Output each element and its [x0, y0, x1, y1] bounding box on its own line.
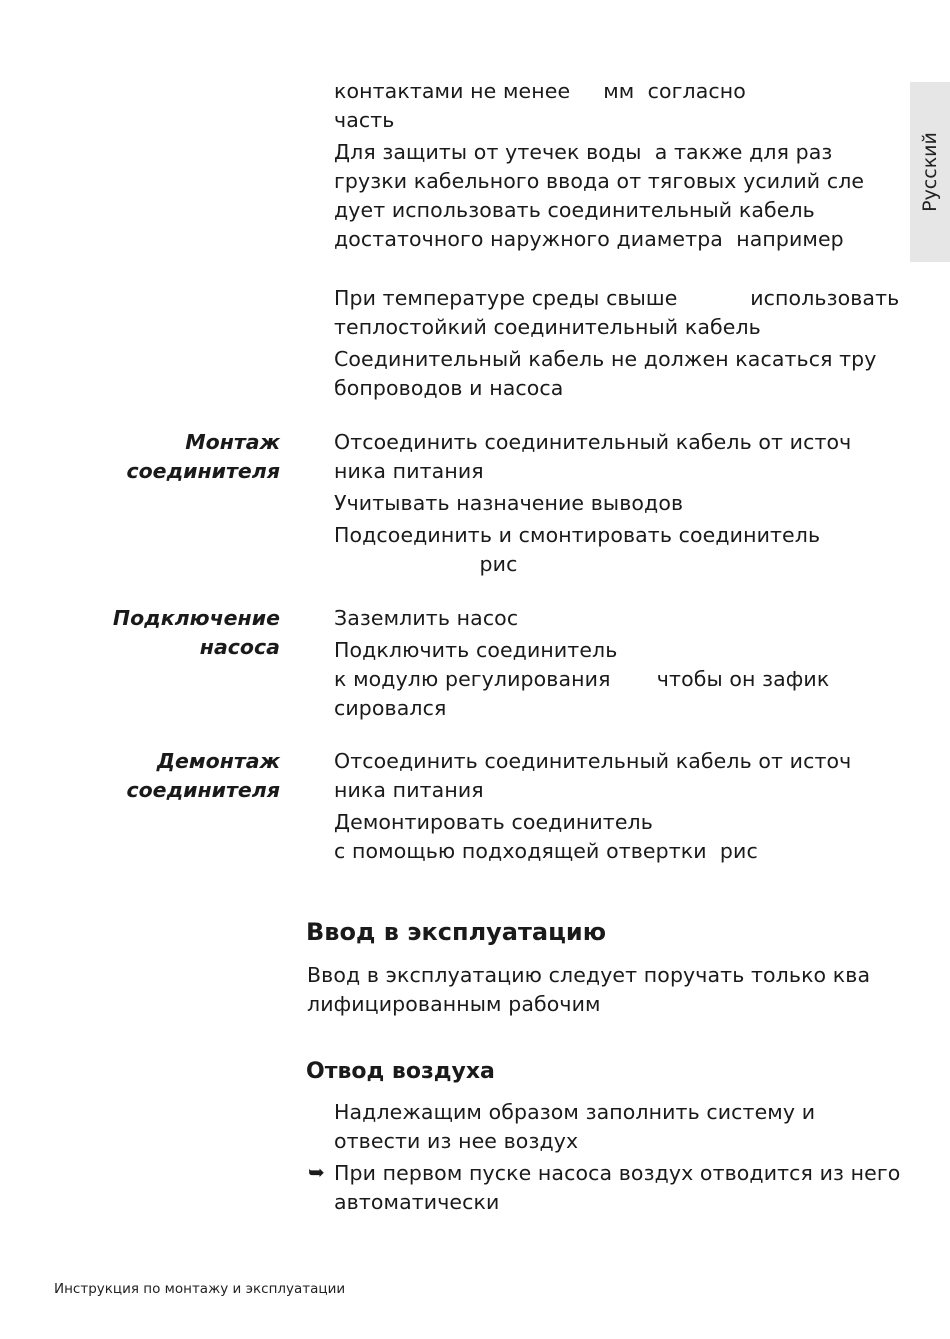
text-line: ника питания: [334, 778, 484, 802]
side-heading-connect: Подключение: [112, 606, 280, 630]
text-line: При первом пуске насоса воздух отводится из него: [334, 1161, 901, 1185]
side-heading-connect: насоса: [199, 635, 280, 659]
page-footer: Инструкция по монтажу и эксплуатации: [54, 1281, 346, 1297]
text-line: отвести из нее воздух: [334, 1129, 579, 1153]
text-line: теплостойкий соединительный кабель: [334, 315, 761, 339]
side-heading-mount: соединителя: [126, 459, 280, 483]
side-heading-dismount: Демонтаж: [156, 749, 280, 773]
text-line: сировался: [334, 696, 447, 720]
side-heading-mount: Монтаж: [185, 430, 280, 454]
text-line: При температуре среды свыше использовать: [334, 286, 900, 310]
text-line: ника питания: [334, 459, 484, 483]
section-heading-commissioning: Ввод в эксплуатацию: [306, 918, 607, 946]
text-line: рис: [334, 552, 518, 576]
text-line: достаточного наружного диаметра например: [334, 227, 844, 251]
side-heading-dismount: соединителя: [126, 778, 280, 802]
text-line: Для защиты от утечек воды а также для раз: [334, 140, 833, 164]
text-line: Демонтировать соединитель: [334, 810, 653, 834]
text-line: к модулю регулирования чтобы он зафик: [334, 667, 830, 691]
text-line: Подключить соединитель: [334, 638, 618, 662]
text-line: Подсоединить и смонтировать соединитель: [334, 523, 821, 547]
text-line: Соединительный кабель не должен касаться тру: [334, 347, 877, 371]
section-heading-venting: Отвод воздуха: [306, 1059, 495, 1084]
text-line: грузки кабельного ввода от тяговых усилий сле: [334, 169, 865, 193]
text-line: Надлежащим образом заполнить систему и: [334, 1100, 816, 1124]
text-line: Заземлить насос: [334, 606, 519, 630]
text-line: автоматически: [334, 1190, 500, 1214]
text-line: контактами не менее мм согласно: [334, 79, 746, 103]
language-tab: [910, 82, 950, 262]
text-line: Ввод в эксплуатацию следует поручать только ква: [307, 963, 871, 987]
text-line: лифицированным рабочим: [307, 992, 601, 1016]
result-arrow-icon: ➥: [308, 1160, 325, 1184]
text-line: Отсоединить соединительный кабель от источ: [334, 749, 852, 773]
text-line: часть: [334, 108, 395, 132]
text-line: бопроводов и насоса: [334, 376, 564, 400]
text-line: с помощью подходящей отвертки рис: [334, 839, 758, 863]
text-line: Отсоединить соединительный кабель от источ: [334, 430, 852, 454]
text-line: дует использовать соединительный кабель: [334, 198, 815, 222]
text-line: Учитывать назначение выводов: [334, 491, 684, 515]
language-tab-label: Русский: [919, 132, 941, 212]
